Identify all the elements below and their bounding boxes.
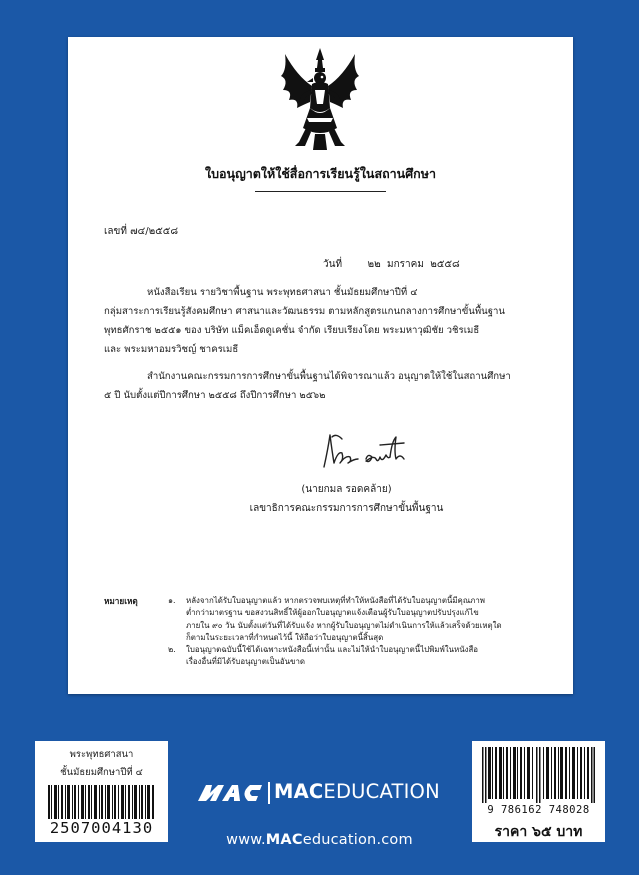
document-heading: ใบอนุญาตให้ใช้สื่อการเรียนรู้ในสถานศึกษา — [205, 166, 436, 181]
brand-separator — [268, 782, 270, 804]
book-code-label — [35, 741, 168, 842]
publisher-name-rest: EDUCATION — [323, 780, 440, 803]
note-number: ๒. — [168, 645, 176, 655]
mac-logo-icon — [198, 781, 264, 803]
signer-name: (นายกมล รอดคล้าย) — [301, 484, 392, 495]
notes-list — [168, 595, 568, 669]
note-line: ภายใน ๙๐ วัน นับตั้งแต่วันที่ได้รับแจ้ง หากผู้รับใบอนุญาตไม่ดำเนินการให้แล้วเสร็จด้วยเหตุใด — [186, 620, 502, 630]
note-line: ต่ำกว่ามาตรฐาน ขอสงวนสิทธิ์ให้ผู้ออกใบอนุญาตแจ้งเตือนผู้รับใบอนุญาตปรับปรุงแก้ไข — [186, 608, 479, 618]
isbn-barcode-icon — [482, 747, 595, 803]
barcode-icon — [48, 785, 154, 819]
website-suffix: education.com — [302, 832, 413, 848]
book-grade-level: ชั้นมัธยมศึกษาปีที่ ๔ — [60, 767, 143, 778]
website-bold: MAC — [265, 832, 303, 848]
publisher-name-bold: MAC — [274, 780, 324, 803]
document-number: เลขที่ ๗๔/๒๕๕๘ — [104, 226, 179, 237]
paragraph-line: ๕ ปี นับตั้งแต่ปีการศึกษา ๒๕๕๘ ถึงปีการศึกษา ๒๕๖๒ — [104, 390, 326, 401]
note-line: ก็ตามในระยะเวลาที่กำหนดไว้นี้ ให้ถือว่าใบอนุญาตนี้สิ้นสุด — [186, 632, 384, 642]
note-line: ใบอนุญาตฉบับนี้ใช้ได้เฉพาะหนังสือนี้เท่านั้น และไม่ให้นำใบอนุญาตนี้ไปพิมพ์ในหนังสือ — [186, 645, 479, 655]
book-subject-title: พระพุทธศาสนา — [69, 749, 134, 760]
handwritten-signature — [320, 429, 416, 473]
publisher-brand — [198, 776, 438, 810]
license-paragraph-1 — [104, 283, 559, 359]
note-line: หลังจากได้รับใบอนุญาตแล้ว หากตรวจพบเหตุที่ทำให้หนังสือที่ได้รับใบอนุญาตนี้มีคุณภาพ — [186, 596, 485, 605]
note-item — [168, 595, 568, 644]
paragraph-line: กลุ่มสาระการเรียนรู้สังคมศึกษา ศาสนาและวัฒนธรรม ตามหลักสูตรแกนกลางการศึกษาขั้นพื้นฐาน — [104, 306, 505, 317]
note-line: เรื่องอื่นที่มิได้รับอนุญาตเป็นอันขาด — [186, 657, 305, 667]
garuda-emblem-icon — [277, 46, 363, 151]
paragraph-line: และ พระมหาอมรวิชญ์ ชาครเมธี — [104, 344, 239, 355]
signer-title: เลขาธิการคณะกรรมการการศึกษาขั้นพื้นฐาน — [249, 503, 444, 514]
isbn-price-label — [472, 741, 605, 842]
notes-label: หมายเหตุ — [104, 596, 138, 606]
isbn-number: 9 786162 748028 — [487, 804, 590, 816]
license-document — [68, 37, 573, 694]
license-paragraph-2 — [104, 367, 559, 405]
paragraph-line: หนังสือเรียน รายวิชาพื้นฐาน พระพุทธศาสนา ชั้นมัธยมศึกษาปีที่ ๔ — [147, 287, 418, 298]
book-code-number: 2507004130 — [49, 819, 154, 837]
book-price: ราคา ๖๕ บาท — [494, 824, 583, 840]
website-prefix: www. — [226, 832, 266, 848]
note-item — [168, 644, 568, 669]
heading-divider — [255, 191, 386, 192]
document-date: วันที่ ๒๒ มกราคม ๒๕๕๘ — [323, 259, 460, 270]
publisher-name — [274, 780, 440, 803]
note-number: ๑. — [168, 596, 176, 605]
paragraph-line: พุทธศักราช ๒๕๕๑ ของ บริษัท แม็คเอ็ดดูเคชั่น จำกัด เรียบเรียงโดย พระมหาวุฒิชัย วชิรเมธี — [104, 325, 480, 336]
paragraph-line: สำนักงานคณะกรรมการการศึกษาขั้นพื้นฐานได้พิจารณาแล้ว อนุญาตให้ใช้ในสถานศึกษา — [147, 371, 511, 382]
